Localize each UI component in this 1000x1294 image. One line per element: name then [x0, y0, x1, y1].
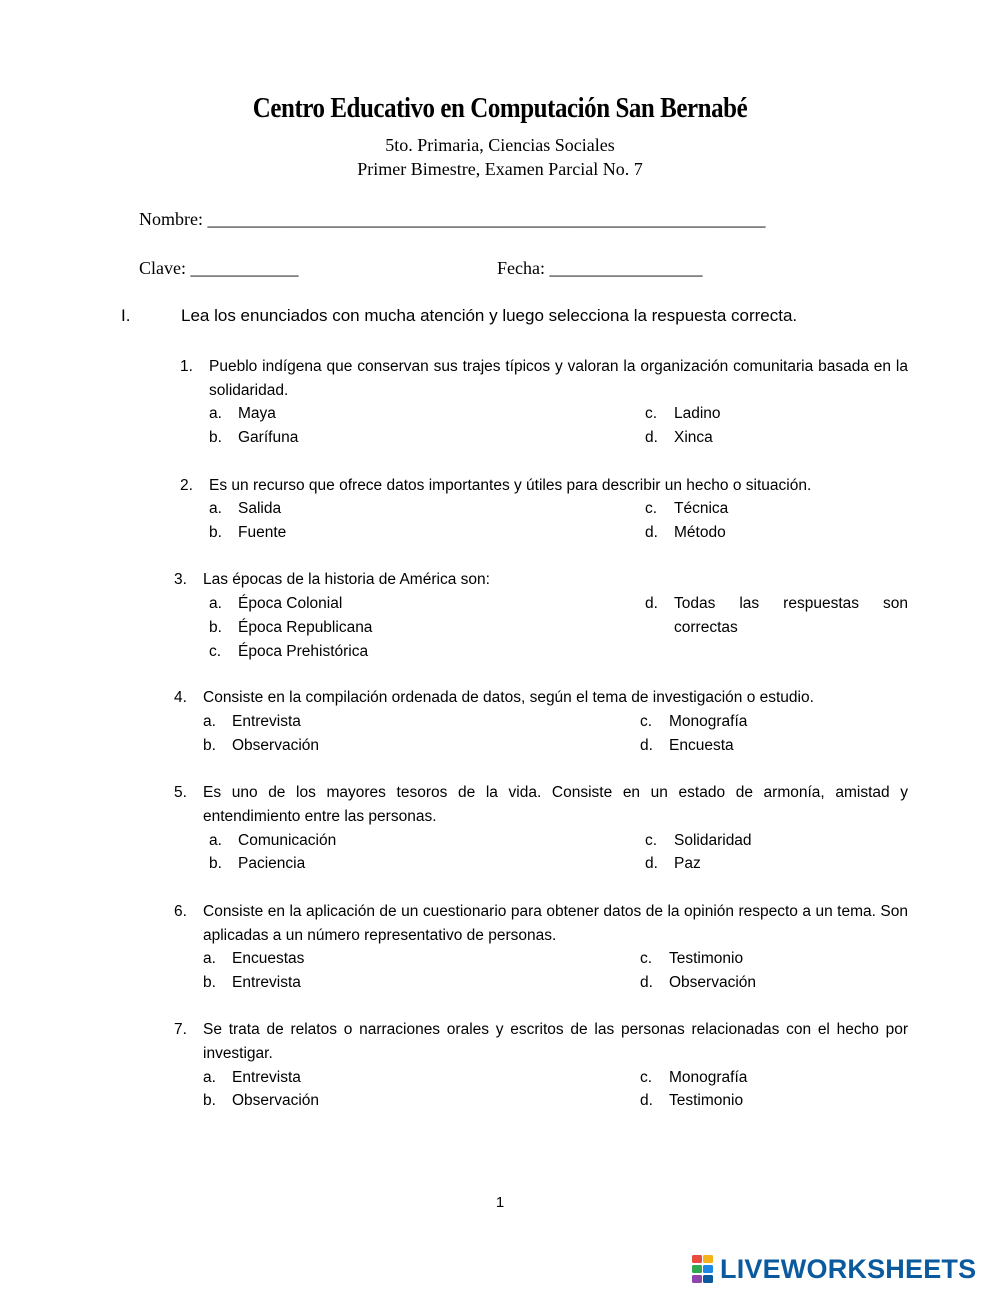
option-4b[interactable]: b. Observación — [203, 737, 320, 754]
section-instruction: Lea los enunciados con mucha atención y luego selecciona la respuesta correcta. — [181, 306, 798, 325]
question-text: Pueblo indígena que conservan sus trajes típicos y valoran la organización comunitaria basada en la solidaridad. — [209, 358, 908, 399]
question-text: Las épocas de la historia de América son: — [203, 571, 490, 588]
page-number: 1 — [495, 1194, 505, 1211]
option-6c[interactable]: c. Testimonio — [640, 950, 744, 967]
option-7a[interactable]: a. Entrevista — [203, 1069, 301, 1086]
exam-subtitle: Primer Bimestre, Examen Parcial No. 7 — [357, 159, 643, 179]
option-4d[interactable]: d. Encuesta — [640, 737, 734, 754]
option-4a[interactable]: a. Entrevista — [203, 713, 301, 730]
option-1b[interactable]: b. Garífuna — [209, 429, 299, 446]
option-3c[interactable]: c. Época Prehistórica — [209, 643, 369, 660]
option-5a[interactable]: a. Comunicación — [209, 832, 337, 849]
liveworksheets-icon — [692, 1255, 714, 1283]
option-2b[interactable]: b. Fuente — [209, 524, 287, 541]
option-5c[interactable]: c. Solidaridad — [645, 832, 752, 849]
option-6b[interactable]: b. Entrevista — [203, 974, 301, 991]
option-7c[interactable]: c. Monografía — [640, 1069, 748, 1086]
question-number: 4. — [174, 689, 187, 706]
question-number: 7. — [174, 1021, 187, 1038]
option-2d[interactable]: d. Método — [645, 524, 726, 541]
question-text: Se trata de relatos o narraciones orales y escritos de las personas relacionadas con el hecho por investigar. — [203, 1021, 908, 1062]
option-7b[interactable]: b. Observación — [203, 1092, 320, 1109]
option-5b[interactable]: b. Paciencia — [209, 855, 306, 872]
question-number: 3. — [174, 571, 187, 588]
option-1c[interactable]: c. Ladino — [645, 405, 721, 422]
option-2c[interactable]: c. Técnica — [645, 500, 729, 517]
question-number: 6. — [174, 903, 187, 920]
question-text: Es uno de los mayores tesoros de la vida. Consiste en un estado de armonía, amistad y entendimiento entre las personas. — [203, 784, 908, 825]
option-1a[interactable]: a. Maya — [209, 405, 276, 422]
name-field[interactable]: Nombre: ______________________________________________________________ — [139, 209, 766, 229]
option-6d[interactable]: d. Observación — [640, 974, 757, 991]
option-3d[interactable]: d. Todas las respuestas son correctas — [645, 595, 908, 636]
question-number: 2. — [180, 477, 193, 494]
option-7d[interactable]: d. Testimonio — [640, 1092, 744, 1109]
option-6a[interactable]: a. Encuestas — [203, 950, 305, 967]
question-text: Consiste en la compilación ordenada de datos, según el tema de investigación o estudio. — [203, 689, 814, 706]
clave-field[interactable]: Clave: ____________ — [139, 258, 299, 278]
option-2a[interactable]: a. Salida — [209, 500, 282, 517]
question-number: 5. — [174, 784, 187, 801]
option-3b[interactable]: b. Época Republicana — [209, 619, 373, 636]
date-field[interactable]: Fecha: _________________ — [497, 258, 703, 278]
course-subtitle: 5to. Primaria, Ciencias Sociales — [385, 135, 615, 155]
section-number: I. — [121, 306, 131, 325]
question-number: 1. — [180, 358, 193, 375]
question-text: Es un recurso que ofrece datos importantes y útiles para describir un hecho o situación. — [209, 477, 812, 494]
page-title: Centro Educativo en Computación San Bernabé — [252, 92, 748, 124]
option-5d[interactable]: d. Paz — [645, 855, 701, 872]
option-3a[interactable]: a. Época Colonial — [209, 595, 343, 612]
option-4c[interactable]: c. Monografía — [640, 713, 748, 730]
liveworksheets-logo — [692, 1252, 976, 1286]
question-text: Consiste en la aplicación de un cuestionario para obtener datos de la opinión respecto a un tema. Son aplicadas a un número representativo de personas. — [203, 903, 908, 944]
option-1d[interactable]: d. Xinca — [645, 429, 713, 446]
brand-name: LIVEWORKSHEETS — [720, 1253, 977, 1284]
